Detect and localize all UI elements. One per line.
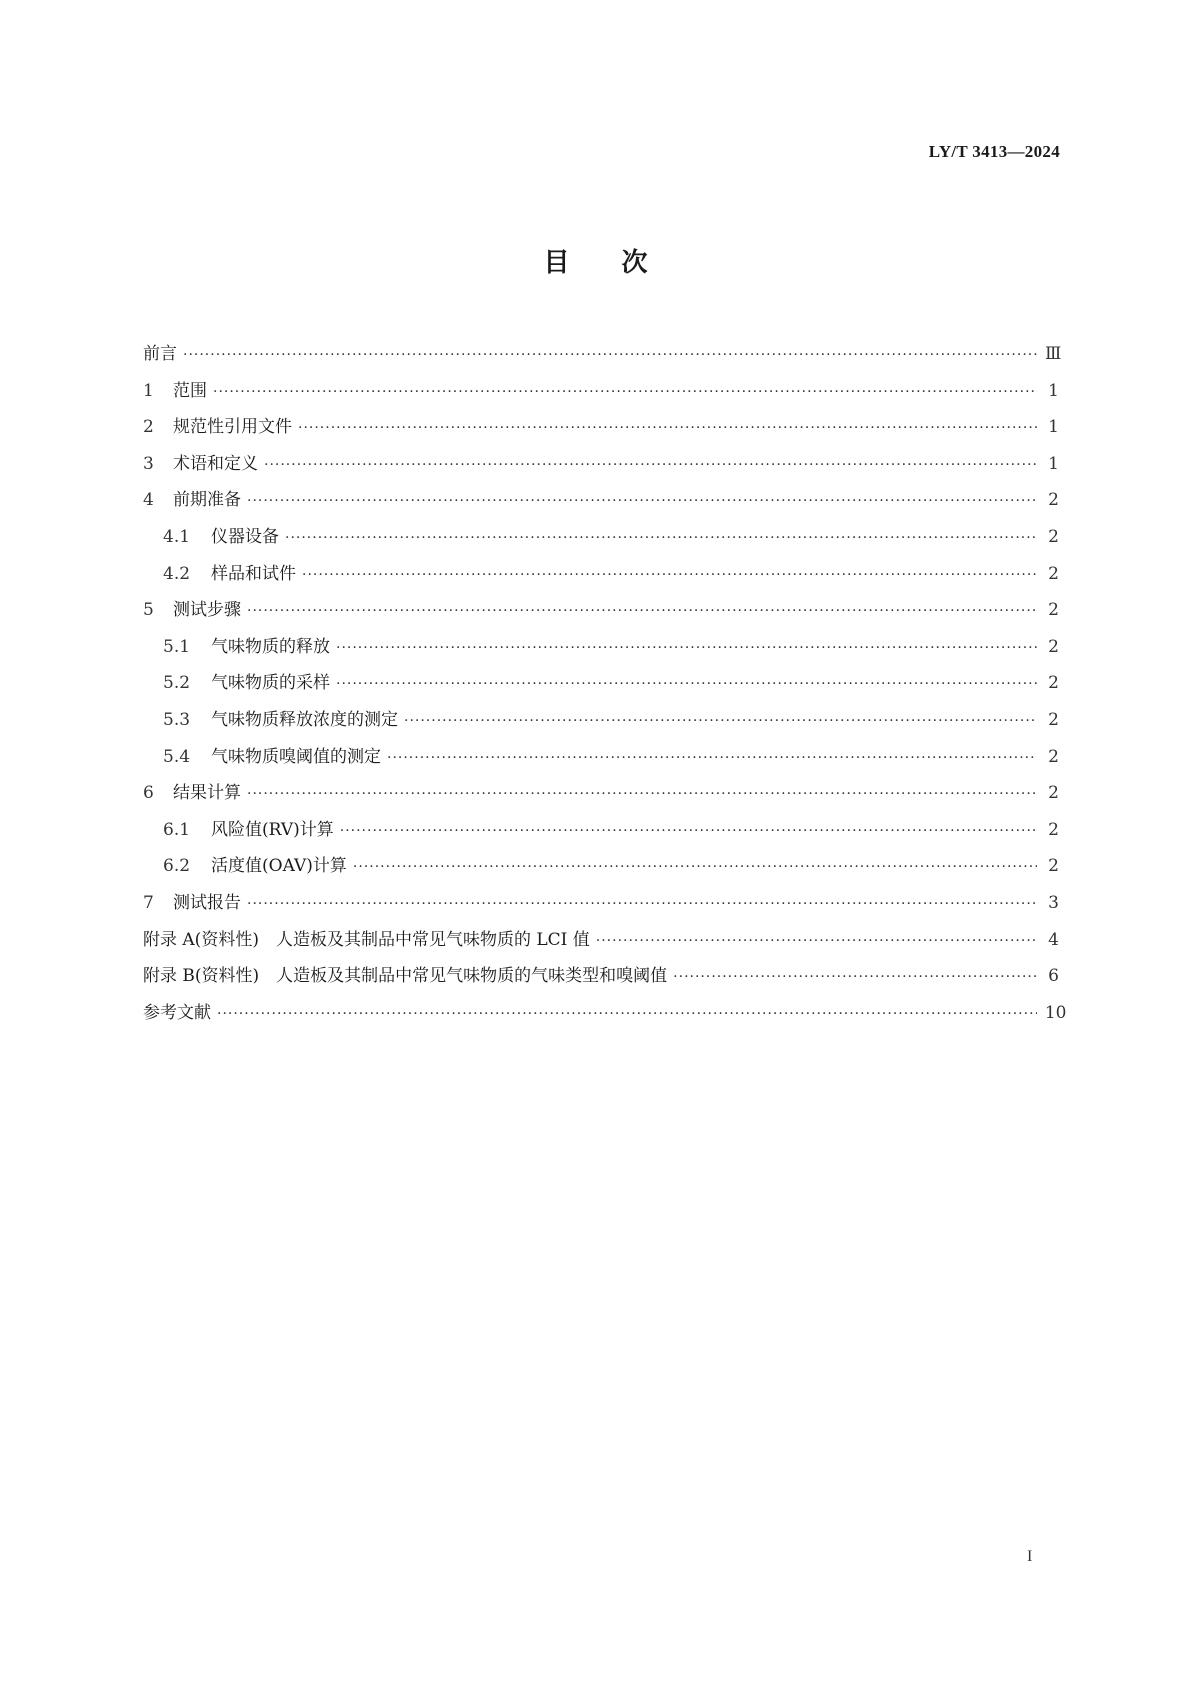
page-title <box>0 242 1191 279</box>
toc-entry-number: 5.3 <box>163 709 191 730</box>
toc-entry-page: 2 <box>1048 856 1059 877</box>
toc-entry-label: 气味物质释放浓度的测定 <box>211 709 398 730</box>
toc-entry-page: 2 <box>1048 673 1059 694</box>
toc-entry-preparation[interactable] <box>143 485 1059 522</box>
toc-entry-number: 5 <box>143 600 154 621</box>
toc-entry-page: 1 <box>1048 453 1059 474</box>
toc-entry-label: 附录 A(资料性) 人造板及其制品中常见气味物质的 LCI 值 <box>143 929 590 950</box>
toc-entry-page: Ⅲ <box>1045 344 1062 364</box>
page-title-char-2: 次 <box>621 248 648 278</box>
toc-entry-instruments[interactable] <box>143 522 1059 559</box>
toc-entry-label: 活度值(OAV)计算 <box>211 856 347 877</box>
toc-leader-dots <box>247 603 1037 619</box>
toc-leader-dots <box>336 676 1037 692</box>
toc-leader-dots <box>387 750 1037 766</box>
toc-entry-page: 2 <box>1048 819 1059 840</box>
toc-entry-number: 4.2 <box>163 563 191 584</box>
toc-leader-dots <box>264 457 1037 473</box>
toc-entry-number: 5.1 <box>163 636 191 657</box>
toc-entry-concentration[interactable] <box>143 705 1059 742</box>
toc-entry-number: 5.2 <box>163 673 191 694</box>
page-title-char-1: 目 <box>543 248 570 278</box>
toc-entry-page: 4 <box>1048 929 1059 950</box>
toc-entry-label: 规范性引用文件 <box>173 417 292 438</box>
toc-entry-calculation[interactable] <box>143 778 1059 815</box>
toc-entry-label: 气味物质的采样 <box>211 673 330 694</box>
toc-entry-page: 2 <box>1048 746 1059 767</box>
toc-leader-dots <box>302 567 1037 583</box>
toc-entry-foreword[interactable] <box>143 339 1062 376</box>
toc-entry-label: 样品和试件 <box>211 563 296 584</box>
toc-entry-scope[interactable] <box>143 376 1059 413</box>
toc-entry-label: 仪器设备 <box>211 526 279 547</box>
toc-entry-label: 风险值(RV)计算 <box>211 819 334 840</box>
toc-entry-number: 4 <box>143 490 154 511</box>
toc-leader-dots <box>247 493 1037 509</box>
toc-entry-page: 2 <box>1048 526 1059 547</box>
toc-leader-dots <box>247 896 1037 912</box>
toc-entry-oav[interactable] <box>143 851 1059 888</box>
toc-entry-test-steps[interactable] <box>143 595 1059 632</box>
toc-entry-threshold[interactable] <box>143 742 1059 779</box>
toc-leader-dots <box>340 823 1037 839</box>
toc-entry-report[interactable] <box>143 888 1059 925</box>
toc-entry-page: 1 <box>1048 417 1059 438</box>
toc-leader-dots <box>596 933 1037 949</box>
toc-leader-dots <box>336 640 1037 656</box>
toc-entry-label: 参考文献 <box>143 1002 211 1023</box>
toc-entry-number: 6.1 <box>163 819 191 840</box>
toc-entry-page: 2 <box>1048 600 1059 621</box>
toc-leader-dots <box>213 384 1037 400</box>
toc-entry-page: 6 <box>1048 966 1059 987</box>
toc-entry-label: 术语和定义 <box>173 453 258 474</box>
toc-leader-dots <box>183 347 1037 363</box>
toc-entry-number: 4.1 <box>163 526 191 547</box>
toc-entry-terms-definitions[interactable] <box>143 449 1059 486</box>
toc-entry-odor-sampling[interactable] <box>143 668 1059 705</box>
toc-entry-bibliography[interactable] <box>143 998 1067 1035</box>
toc-entry-label: 前期准备 <box>173 490 241 511</box>
toc-entry-page: 1 <box>1048 380 1059 401</box>
toc-entry-number: 1 <box>143 380 154 401</box>
toc-entry-page: 2 <box>1048 563 1059 584</box>
toc-entry-odor-release[interactable] <box>143 632 1059 669</box>
toc-leader-dots <box>285 530 1037 546</box>
toc-entry-page: 10 <box>1044 1002 1067 1023</box>
toc-entry-page: 3 <box>1048 892 1059 913</box>
toc-entry-page: 2 <box>1048 783 1059 804</box>
toc-entry-page: 2 <box>1048 490 1059 511</box>
toc-leader-dots <box>217 1006 1037 1022</box>
toc-entry-number: 6 <box>143 783 154 804</box>
toc-entry-label: 测试步骤 <box>173 600 241 621</box>
toc-entry-number: 3 <box>143 453 154 474</box>
page-number: I <box>1027 1548 1033 1565</box>
toc-leader-dots <box>247 786 1037 802</box>
toc-entry-label: 结果计算 <box>173 783 241 804</box>
toc-entry-appendix-a[interactable] <box>143 925 1059 962</box>
toc-leader-dots <box>353 859 1037 875</box>
toc-leader-dots <box>298 420 1037 436</box>
toc-entry-page: 2 <box>1048 636 1059 657</box>
toc-entry-number: 7 <box>143 892 154 913</box>
toc-entry-page: 2 <box>1048 709 1059 730</box>
toc-entry-number: 6.2 <box>163 856 191 877</box>
toc-entry-rv[interactable] <box>143 815 1059 852</box>
toc-entry-samples[interactable] <box>143 559 1059 596</box>
toc-entry-number: 5.4 <box>163 746 191 767</box>
toc-entry-label: 测试报告 <box>173 892 241 913</box>
toc-entry-label: 气味物质的释放 <box>211 636 330 657</box>
toc-leader-dots <box>673 969 1037 985</box>
toc-entry-normative-references[interactable] <box>143 412 1059 449</box>
toc-leader-dots <box>404 713 1037 729</box>
toc-entry-label: 气味物质嗅阈值的测定 <box>211 746 381 767</box>
toc-entry-label: 前言 <box>143 344 177 364</box>
toc-entry-label: 附录 B(资料性) 人造板及其制品中常见气味物质的气味类型和嗅阈值 <box>143 966 668 987</box>
standard-number: LY/T 3413—2024 <box>928 142 1060 161</box>
table-of-contents <box>143 339 1067 1034</box>
toc-entry-number: 2 <box>143 417 154 438</box>
toc-entry-label: 范围 <box>173 380 207 401</box>
toc-entry-appendix-b[interactable] <box>143 961 1059 998</box>
